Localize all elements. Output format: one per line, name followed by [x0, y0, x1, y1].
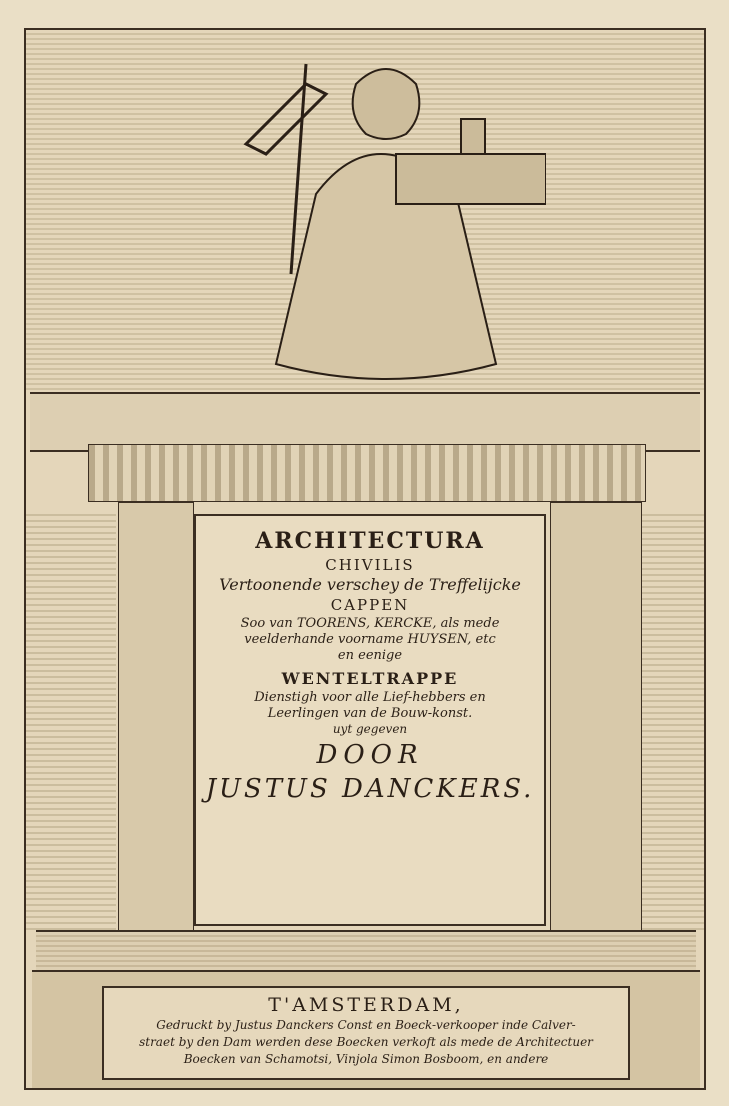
title-line-5: Soo van TOORENS, KERCKE, als mede [240, 616, 500, 631]
author-name: JUSTUS DANCKERS. [205, 774, 535, 804]
author-by: DOOR [316, 740, 424, 770]
engraved-plate [24, 28, 706, 1090]
cornice [30, 392, 700, 452]
imprint-place: T'AMSTERDAM, [268, 994, 464, 1016]
architecture-allegory-figure [236, 44, 546, 384]
title-line-wenteltrappe: WENTELTRAPPE [281, 669, 459, 688]
title-line-3: Vertoonende verschey de Treffelijcke [219, 575, 521, 594]
imprint-line-3: straet by den Dam werden dese Boecken verkoft als mede de Architectuer [139, 1035, 593, 1049]
title-line-10: Leerlingen van de Bouw-konst. [267, 706, 473, 721]
title-line-9: Dienstigh voor alle Lief-hebbers en [254, 690, 486, 705]
trophy-pillar-left [118, 502, 194, 934]
imprint-panel [102, 986, 630, 1080]
landscape-left [26, 510, 116, 930]
landscape-right [634, 510, 704, 930]
title-line-cappen: CAPPEN [330, 596, 410, 614]
title-panel [194, 514, 546, 926]
imprint-line-2: Gedruckt by Justus Danckers Const en Boeck-verkooper inde Calver- [156, 1018, 576, 1032]
subtitle-chivilis: CHIVILIS [325, 556, 415, 574]
trophy-pillar-right [550, 502, 642, 934]
title-line-7: en eenige [337, 648, 403, 663]
title-line-11: uyt gegeven [332, 722, 408, 736]
imprint-line-4: Boecken van Schamotsi, Vinjola Simon Bosboom, en andere [183, 1052, 549, 1066]
frieze [88, 444, 646, 502]
title-line-6: veelderhande voorname HUYSEN, etc [244, 632, 496, 647]
main-title: ARCHITECTURA [255, 528, 485, 554]
